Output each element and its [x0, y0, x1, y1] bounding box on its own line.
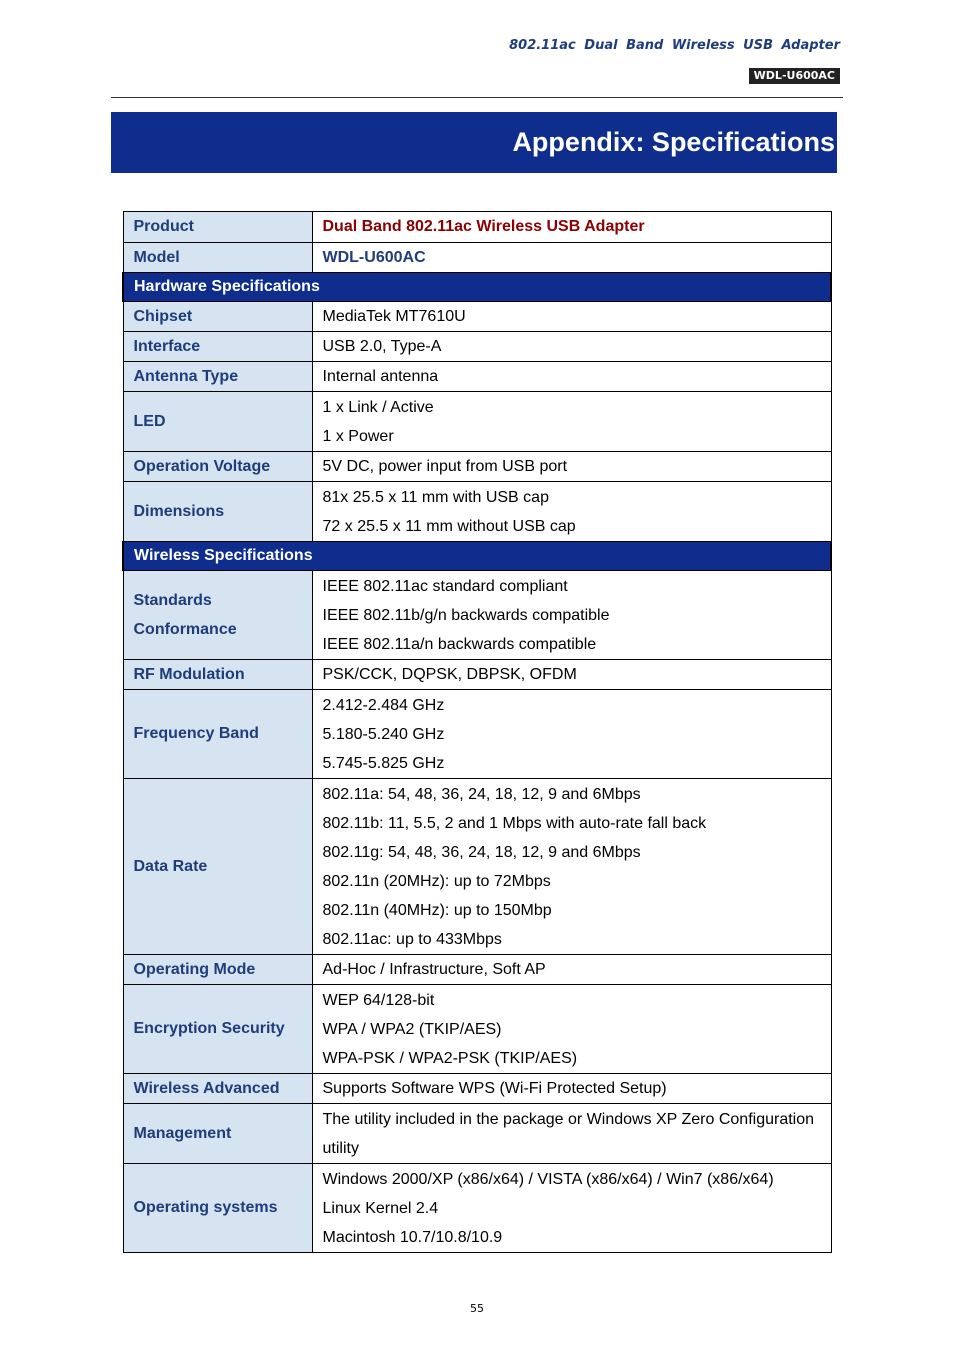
row-label: Product	[123, 212, 312, 243]
row-value	[312, 779, 831, 955]
value-line: Windows 2000/XP (x86/x64) / VISTA (x86/x64) / Win7 (x86/x64)	[322, 1170, 774, 1188]
row-label: RF Modulation	[123, 660, 312, 690]
table-row	[123, 1104, 831, 1164]
row-value	[312, 1104, 831, 1164]
value-line: Internal antenna	[322, 368, 439, 385]
header-title: 802.11ac Dual Band Wireless USB Adapter	[509, 38, 840, 53]
value-line: WPA-PSK / WPA2-PSK (TKIP/AES)	[322, 1049, 578, 1067]
value-line: PSK/CCK, DQPSK, DBPSK, OFDM	[322, 666, 577, 683]
row-value	[312, 985, 831, 1074]
row-label: Data Rate	[123, 779, 312, 955]
table-row	[123, 332, 831, 362]
value-line: 5V DC, power input from USB port	[322, 458, 568, 475]
page-title: Appendix: Specifications	[512, 127, 835, 157]
wireless-rows	[123, 571, 831, 1253]
row-value	[312, 482, 831, 542]
value-line: 802.11a: 54, 48, 36, 24, 18, 12, 9 and 6Mbps	[322, 785, 641, 803]
model-value: WDL-U600AC	[312, 243, 831, 273]
row-value	[312, 332, 831, 362]
row-value	[312, 660, 831, 690]
row-label: Operation Voltage	[123, 452, 312, 482]
row-label: Dimensions	[123, 482, 312, 542]
value-line: utility	[322, 1139, 359, 1157]
value-line: 802.11ac: up to 433Mbps	[322, 930, 502, 948]
hardware-rows	[123, 302, 831, 542]
section-header-label: Hardware Specifications	[123, 273, 831, 302]
row-value	[312, 571, 831, 660]
value-line: WPA / WPA2 (TKIP/AES)	[322, 1020, 502, 1038]
value-line: IEEE 802.11b/g/n backwards compatible	[322, 606, 610, 624]
row-label: LED	[123, 392, 312, 452]
table-row	[123, 660, 831, 690]
row-label: Management	[123, 1104, 312, 1164]
header-rule	[111, 97, 843, 98]
section-banner	[111, 112, 837, 173]
value-line: Macintosh 10.7/10.8/10.9	[322, 1228, 503, 1246]
value-line: 5.745-5.825 GHz	[322, 754, 445, 772]
value-line: 81x 25.5 x 11 mm with USB cap	[322, 488, 549, 506]
row-value	[312, 302, 831, 332]
value-line: 5.180-5.240 GHz	[322, 725, 445, 743]
table-row	[123, 779, 831, 955]
row-label	[123, 571, 312, 660]
row-label: Interface	[123, 332, 312, 362]
row-value	[312, 452, 831, 482]
table-row	[123, 302, 831, 332]
table-row-product	[123, 212, 831, 243]
row-value	[312, 362, 831, 392]
row-value	[312, 392, 831, 452]
table-row	[123, 392, 831, 452]
value-line: WEP 64/128-bit	[322, 991, 435, 1009]
spec-table	[122, 211, 832, 1253]
value-line: IEEE 802.11a/n backwards compatible	[322, 635, 597, 653]
table-row	[123, 1164, 831, 1253]
table-row	[123, 571, 831, 660]
value-line: The utility included in the package or Windows XP Zero Configuration	[322, 1110, 815, 1128]
value-line: Linux Kernel 2.4	[322, 1199, 439, 1217]
value-line: 802.11b: 11, 5.5, 2 and 1 Mbps with auto-rate fall back	[322, 814, 707, 832]
value-line: MediaTek MT7610U	[322, 308, 466, 325]
row-label: Frequency Band	[123, 690, 312, 779]
row-value	[312, 955, 831, 985]
table-row	[123, 452, 831, 482]
value-line: 1 x Link / Active	[322, 398, 434, 416]
row-label: Wireless Advanced	[123, 1074, 312, 1104]
row-label: Operating Mode	[123, 955, 312, 985]
row-value	[312, 1074, 831, 1104]
value-line: Ad-Hoc / Infrastructure, Soft AP	[322, 961, 546, 978]
row-label: Antenna Type	[123, 362, 312, 392]
value-line: IEEE 802.11ac standard compliant	[322, 577, 568, 595]
table-row	[123, 955, 831, 985]
table-row	[123, 1074, 831, 1104]
section-header-hardware	[123, 273, 831, 302]
row-label: Encryption Security	[123, 985, 312, 1074]
value-line: 802.11g: 54, 48, 36, 24, 18, 12, 9 and 6Mbps	[322, 843, 641, 861]
section-header-label: Wireless Specifications	[123, 542, 831, 571]
value-line: USB 2.0, Type-A	[322, 338, 442, 355]
row-label-line: Conformance	[133, 621, 237, 638]
model-badge: WDL-U600AC	[749, 68, 840, 84]
row-value	[312, 1164, 831, 1253]
table-row	[123, 985, 831, 1074]
value-line: Supports Software WPS (Wi-Fi Protected Setup)	[322, 1080, 667, 1097]
page-number: 55	[470, 1302, 484, 1315]
row-value	[312, 690, 831, 779]
table-row	[123, 690, 831, 779]
value-line: 72 x 25.5 x 11 mm without USB cap	[322, 517, 576, 535]
value-line: 802.11n (20MHz): up to 72Mbps	[322, 872, 551, 890]
row-label-line: Standards	[133, 592, 212, 609]
row-label: Model	[123, 243, 312, 273]
row-label: Chipset	[123, 302, 312, 332]
product-value: Dual Band 802.11ac Wireless USB Adapter	[312, 212, 831, 243]
value-line: 802.11n (40MHz): up to 150Mbp	[322, 901, 552, 919]
section-header-wireless	[123, 542, 831, 571]
value-line: 2.412-2.484 GHz	[322, 696, 445, 714]
row-label: Operating systems	[123, 1164, 312, 1253]
table-row-model	[123, 243, 831, 273]
table-row	[123, 482, 831, 542]
table-row	[123, 362, 831, 392]
value-line: 1 x Power	[322, 427, 394, 445]
